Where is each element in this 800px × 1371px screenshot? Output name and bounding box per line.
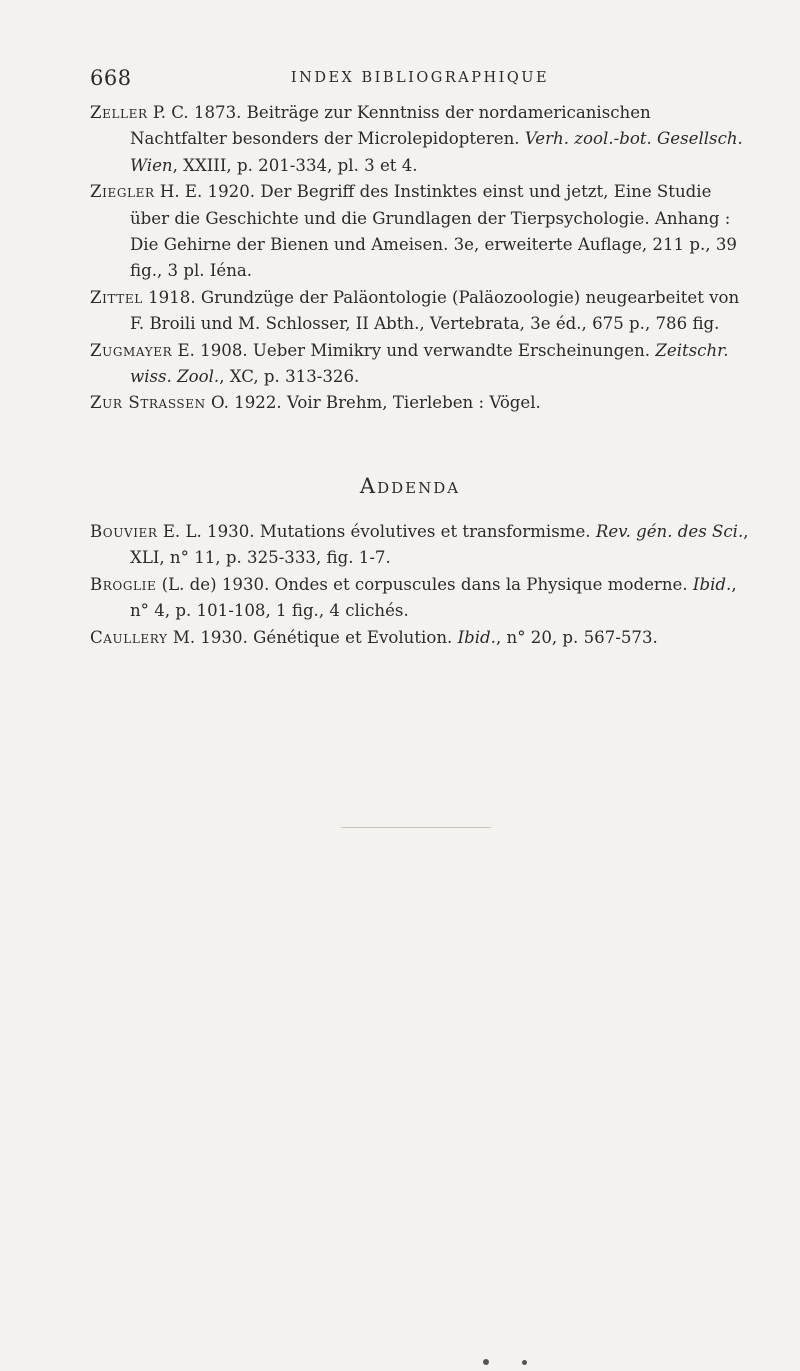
- entry-author: Zugmayer: [90, 340, 173, 360]
- entry-details: , n° 4, p. 101-108, 1 fig., 4 clichés.: [130, 574, 737, 621]
- divider-rule: [341, 827, 491, 828]
- entry-journal: Ibid.: [692, 574, 732, 594]
- page-number: 668: [90, 66, 132, 90]
- ink-speck: [522, 1360, 527, 1365]
- entry-journal: Zeitschr. wiss. Zool.: [130, 340, 729, 387]
- ink-speck: [483, 1359, 489, 1365]
- entry-journal: Verh. zool.-bot. Gesellsch. Wien: [130, 129, 743, 175]
- entry-text: P. C. 1873. Beiträge zur Kenntniss der nordamericanischen Nachtfalter besonders der Microlepidopteren.: [130, 103, 651, 149]
- bibliography-entry: [90, 179, 752, 285]
- bibliography-list: [90, 100, 752, 417]
- bibliography-entry: [90, 338, 752, 391]
- bibliography-entry: [90, 390, 752, 416]
- entry-author: Caullery: [90, 627, 168, 647]
- entry-text: E. L. 1930. Mutations évolutives et transformisme.: [157, 522, 596, 541]
- entry-author: Broglie: [90, 574, 157, 594]
- addenda-entry: [90, 519, 752, 572]
- entry-text: H. E. 1920. Der Begriff des Instinktes einst und jetzt, Eine Studie über die Geschichte und die Grundlagen der Tierpsychologie. Anhang : Die Gehirne der Bienen und Ameisen. 3e, erweiterte Auflage, 211 p., 39 fig., 3 pl. Iéna.: [130, 182, 737, 281]
- entry-author: Zittel: [90, 287, 143, 307]
- addenda-entry: [90, 572, 752, 625]
- bibliography-entry: [90, 100, 752, 179]
- entry-author: Zur Strassen: [90, 393, 206, 413]
- entry-author: Ziegler: [90, 182, 155, 202]
- entry-details: , XXIII, p. 201-334, pl. 3 et 4.: [172, 155, 418, 175]
- entry-details: , XC, p. 313-326.: [219, 367, 360, 387]
- entry-journal: Ibid.: [457, 627, 496, 647]
- addenda-list: [90, 519, 752, 651]
- entry-text: (L. de) 1930. Ondes et corpuscules dans la Physique moderne.: [156, 574, 693, 594]
- entry-author: Zeller: [90, 103, 148, 122]
- entry-text: 1918. Grundzüge der Paläontologie (Paläozoologie) neugearbeitet von F. Broili und M. Schlosser, II Abth., Vertebrata, 3e éd., 675 p., 786 fig.: [130, 287, 740, 334]
- running-head: INDEX BIBLIOGRAPHIQUE: [290, 70, 550, 86]
- entry-author: Bouvier: [90, 522, 158, 541]
- bibliography-entry: [90, 285, 752, 338]
- entry-text: M. 1930. Génétique et Evolution.: [167, 627, 458, 647]
- entry-details: , XLI, n° 11, p. 325-333, fig. 1-7.: [130, 522, 749, 568]
- addenda-entry: [90, 625, 752, 651]
- addenda-heading: Addenda: [359, 474, 461, 498]
- entry-journal: Rev. gén. des Sci.: [595, 522, 744, 541]
- entry-text: E. 1908. Ueber Mimikry und verwandte Erscheinungen.: [172, 340, 656, 360]
- entry-details: , n° 20, p. 567-573.: [495, 627, 658, 647]
- entry-text: O. 1922. Voir Brehm, Tierleben : Vögel.: [205, 393, 541, 413]
